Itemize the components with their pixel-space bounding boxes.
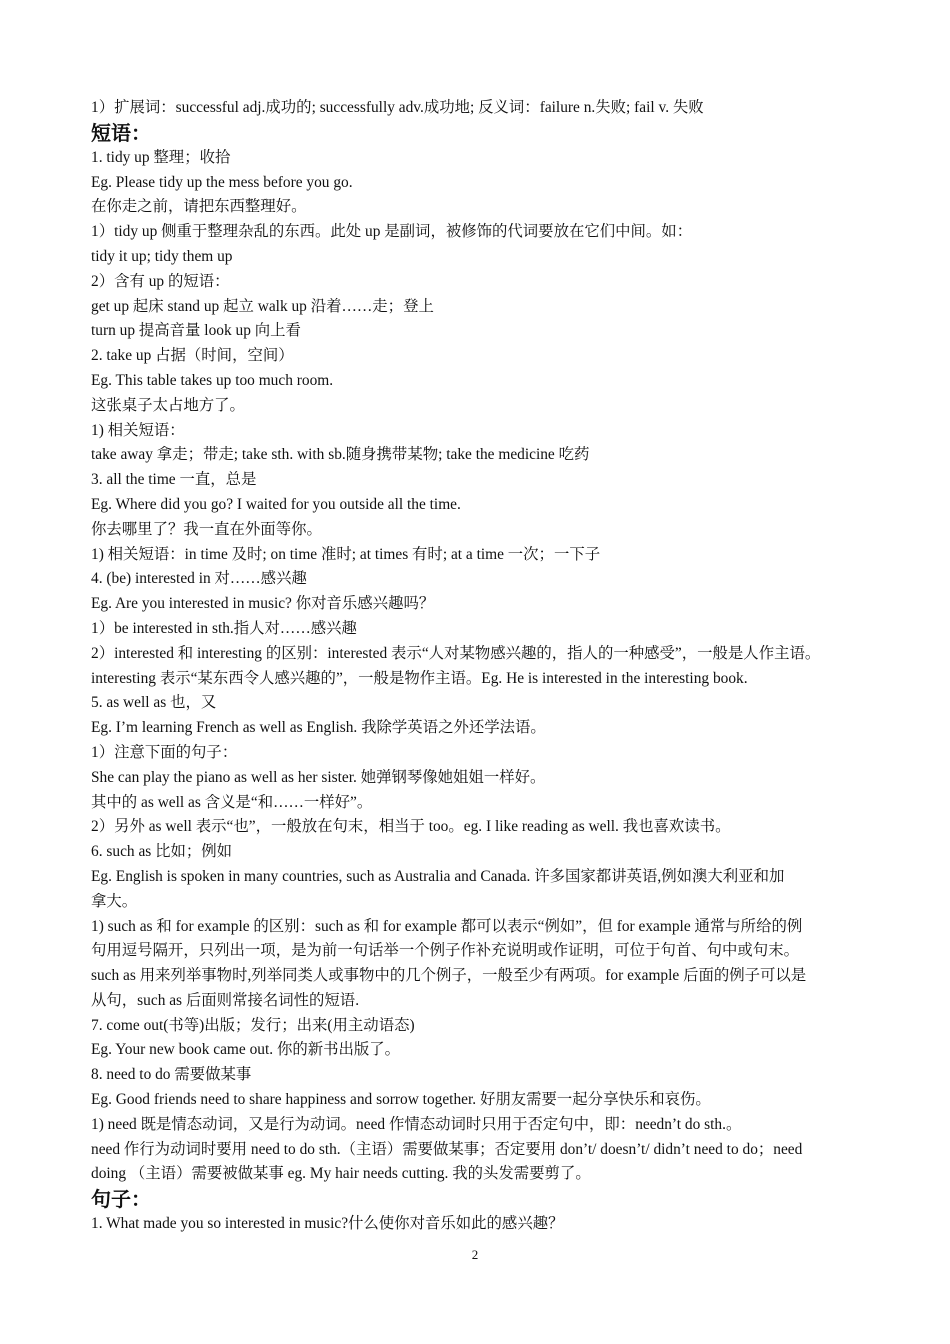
text-line: 1) 相关短语：	[91, 421, 185, 439]
text-line: Eg. Please tidy up the mess before you go.	[91, 173, 353, 191]
text-line: 5. as well as 也，又	[91, 694, 217, 712]
text-line: 1）扩展词：successful adj.成功的; successfully adv.成功地; 反义词：failure n.失败; fail v. 失败	[91, 99, 704, 116]
text-line: get up 起床 stand up 起立 walk up 沿着……走；登上	[91, 297, 434, 315]
text-line: interesting 表示“某东西令人感兴趣的”，一般是物作主语。Eg. He is interested in the interesting book.	[91, 669, 748, 687]
text-line: 7. come out(书等)出版；发行；出来(用主动语态)	[91, 1016, 415, 1034]
text-line: such as 用来列举事物时,列举同类人或事物中的几个例子，一般至少有两项。for example 后面的例子可以是	[91, 967, 807, 985]
section-heading: 短语：	[91, 120, 151, 145]
text-line: 这张桌子太占地方了。	[91, 396, 245, 414]
text-line: 句用逗号隔开，只列出一项，是为前一句话举一个例子作补充说明或作证明，可位于句首、句中或句末。	[91, 942, 799, 960]
section-heading: 句子：	[91, 1187, 151, 1212]
text-line: 其中的 as well as 含义是“和……一样好”。	[91, 793, 373, 811]
text-line: 拿大。	[91, 892, 138, 910]
text-line: 1）tidy up 侧重于整理杂乱的东西。此处 up 是副词，被修饰的代词要放在它们中间。如：	[91, 223, 693, 241]
text-line: 2）另外 as well 表示“也”，一般放在句末，相当于 too。eg. I like reading as well. 我也喜欢读书。	[91, 818, 731, 836]
document-body	[91, 96, 863, 1237]
text-line: She can play the piano as well as her sister. 她弹钢琴像她姐姐一样好。	[91, 768, 546, 786]
text-line: 1) need 既是情态动词，又是行为动词。need 作情态动词时只用于否定句中，即：needn’t do sth.。	[91, 1115, 742, 1133]
text-line: 1. tidy up 整理；收拾	[91, 148, 231, 166]
text-line: Eg. I’m learning French as well as English. 我除学英语之外还学法语。	[91, 719, 546, 737]
text-line: 3. all the time 一直，总是	[91, 471, 257, 489]
text-line: 在你走之前，请把东西整理好。	[91, 198, 307, 216]
text-line: take away 拿走；带走; take sth. with sb.随身携带某物; take the medicine 吃药	[91, 446, 590, 464]
text-line: 2）interested 和 interesting 的区别：interested 表示“人对某物感兴趣的，指人的一种感受”，一般是人作主语。	[91, 644, 821, 662]
text-line: Eg. Good friends need to share happiness and sorrow together. 好朋友需要一起分享快乐和哀伤。	[91, 1091, 711, 1109]
text-line: Eg. This table takes up too much room.	[91, 371, 334, 389]
text-line: 2. take up 占据（时间，空间）	[91, 347, 294, 365]
text-line: 1) 相关短语：in time 及时; on time 准时; at times 有时; at a time 一次；一下子	[91, 545, 601, 563]
text-line: Eg. Where did you go? I waited for you outside all the time.	[91, 495, 461, 513]
text-line: turn up 提高音量 look up 向上看	[91, 322, 301, 340]
text-line: 8. need to do 需要做某事	[91, 1066, 252, 1084]
text-line: 1）be interested in sth.指人对……感兴趣	[91, 619, 357, 637]
text-line: need 作行为动词时要用 need to do sth.（主语）需要做某事；否定要用 don’t/ doesn’t/ didn’t need to do；need	[91, 1140, 803, 1158]
text-line: 4. (be) interested in 对……感兴趣	[91, 570, 307, 588]
text-line: Eg. Your new book came out. 你的新书出版了。	[91, 1041, 401, 1059]
text-line: 1. What made you so interested in music?什么使你对音乐如此的感兴趣？	[91, 1215, 564, 1233]
text-line: 1) such as 和 for example 的区别：such as 和 for example 都可以表示“例如”，但 for example 通常与所给的例	[91, 917, 803, 935]
text-line: 你去哪里了？我一直在外面等你。	[91, 520, 322, 538]
text-line: 6. such as 比如；例如	[91, 843, 233, 861]
text-line: 1）注意下面的句子：	[91, 743, 238, 761]
text-line: 2）含有 up 的短语：	[91, 272, 230, 290]
page-number: 2	[471, 1247, 479, 1262]
text-line: Eg. Are you interested in music? 你对音乐感兴趣吗？	[91, 595, 435, 613]
text-line: doing （主语）需要被做某事 eg. My hair needs cutting. 我的头发需要剪了。	[91, 1165, 591, 1183]
text-line: Eg. English is spoken in many countries, such as Australia and Canada. 许多国家都讲英语,例如澳大利亚和加	[91, 867, 785, 885]
text-line: tidy it up; tidy them up	[91, 247, 233, 265]
text-line: 从句，such as 后面则常接名词性的短语.	[91, 991, 360, 1009]
